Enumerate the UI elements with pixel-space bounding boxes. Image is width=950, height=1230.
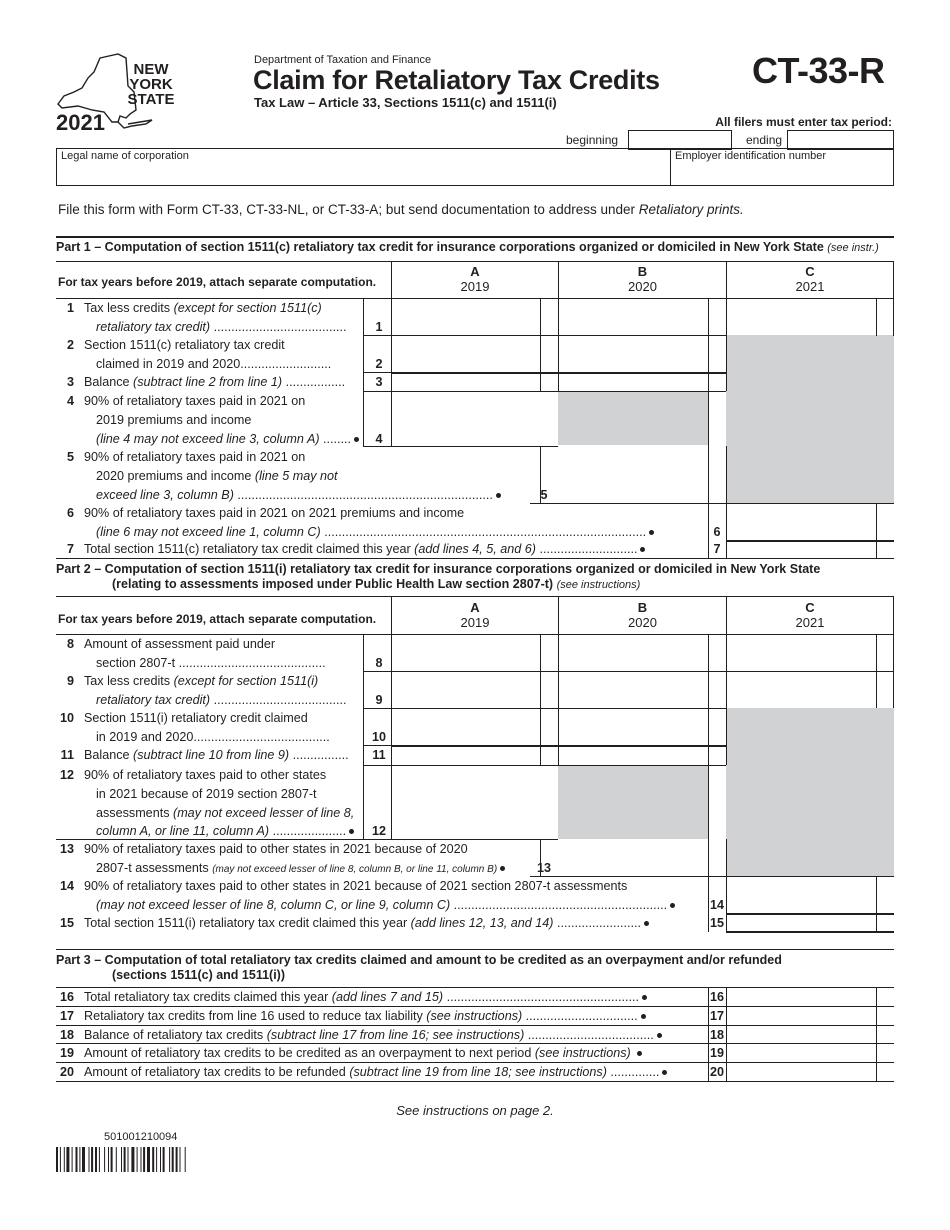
line-1-label-cont: retaliatory tax credit) ...................................... [96,320,347,334]
line-11-box-number: 11 [372,748,386,762]
line-15-label: Total section 1511(i) retaliatory tax credit claimed this year (add lines 12, 13, and 14) ........................ [84,916,652,930]
line-12-label-cont2: assessments (may not exceed lesser of line 8, [96,806,355,820]
ein-input[interactable] [671,149,893,185]
part2-column-note: For tax years before 2019, attach separate computation. [58,612,377,626]
line-8-number: 8 [66,637,74,651]
legal-name-input[interactable] [57,149,669,185]
line-6-col-c-input[interactable] [727,504,876,540]
line-3-label: Balance (subtract line 2 from line 1) ................. [84,375,346,389]
line-10-label-cont: in 2019 and 2020....................................... [96,730,330,744]
line-16-input[interactable] [727,988,876,1006]
line-13-box-number: 13 [536,861,551,875]
line-10-box-number: 10 [371,730,386,744]
line-17-label: Retaliatory tax credits from line 16 used to reduce tax liability (see instructions) ................................ [84,1009,649,1023]
line-10-col-b-input[interactable] [559,709,708,745]
p2-col-b-header: B 2020 [628,600,657,630]
line-5-label-cont: 2020 premiums and income (line 5 may not [96,469,338,483]
line-20-input[interactable] [727,1063,876,1081]
legal-name-label: Legal name of corporation [61,150,189,162]
line-9-box-number: 9 [375,693,383,707]
line-9-col-b-input[interactable] [559,672,708,708]
line-12-col-a-input[interactable] [392,766,540,839]
line-3-col-b-input[interactable] [559,374,708,391]
line-20-label: Amount of retaliatory tax credits to be refunded (subtract line 19 from line 18; see instructions) .............. [84,1065,670,1079]
p2-col-a-header: A 2019 [460,600,490,630]
p1-col-c-header: C 2021 [795,264,825,294]
line-19-input[interactable] [727,1044,876,1062]
line-6-label-cont: (line 6 may not exceed line 1, column C) ............................................................................................ [96,525,657,539]
line-6-box-number: 6 [713,525,721,539]
line-2-number: 2 [66,338,74,352]
part1-title: Part 1 – Computation of section 1511(c) retaliatory tax credit for insurance corporations organized or domiciled in New York State (see instr.) [56,240,879,254]
line-9-col-c-input[interactable] [727,672,876,708]
see-instructions-note: See instructions on page 2. [396,1103,554,1118]
line-8-box-number: 8 [375,656,383,670]
line-18-label: Balance of retaliatory tax credits (subtract line 17 from line 16; see instructions) .................................... [84,1028,665,1042]
line-3-box-number: 3 [375,375,383,389]
line-1-number: 1 [66,301,74,315]
line-13-number: 13 [59,842,74,856]
line-6-number: 6 [66,506,74,520]
line-4-label-cont2: (line 4 may not exceed line 3, column A) ........ [96,432,362,446]
line-19-number: 19 [59,1046,74,1060]
all-filers-note: All filers must enter tax period: [715,115,892,129]
line-9-label: Tax less credits (except for section 1511(i) [84,674,319,688]
line-1-col-a-input[interactable] [392,299,540,335]
line-4-col-a-input[interactable] [392,392,540,446]
beginning-label: beginning [566,133,619,147]
line-2-box-number: 2 [375,357,383,371]
line-16-box-number: 16 [709,990,724,1004]
line-4-label: 90% of retaliatory taxes paid in 2021 on [84,394,306,408]
line-5-label: 90% of retaliatory taxes paid in 2021 on [84,450,306,464]
line-1-label: Tax less credits (except for section 1511(c) [84,301,322,315]
line-7-label: Total section 1511(c) retaliatory tax credit claimed this year (add lines 4, 5, and 6) ............................ [84,542,648,556]
line-4-box-number: 4 [375,432,383,446]
line-2-col-b-input[interactable] [559,336,708,372]
line-20-box-number: 20 [709,1065,724,1079]
tax-year: 2021 [56,110,105,135]
line-3-number: 3 [66,375,74,389]
line-9-label-cont: retaliatory tax credit) ...................................... [96,693,347,707]
line-19-box-number: 19 [709,1046,724,1060]
line-14-col-c-input[interactable] [727,877,876,913]
line-9-number: 9 [66,674,74,688]
line-17-box-number: 17 [709,1009,724,1023]
line-17-number: 17 [59,1009,74,1023]
line-3-col-a-input[interactable] [392,374,540,391]
line-8-col-b-input[interactable] [559,635,708,671]
line-1-col-c-input[interactable] [727,299,876,335]
line-20-number: 20 [59,1065,74,1079]
line-13-label-cont: 2807-t assessments (may not exceed lesser of line 8, column B, or line 11, column B) [96,861,508,875]
ein-label: Employer identification number [675,150,827,162]
line-12-label-cont: in 2021 because of 2019 section 2807-t [96,787,317,801]
filing-instruction: File this form with Form CT-33, CT-33-NL, or CT-33-A; but send documentation to address under Retaliatory prints. [58,202,744,217]
line-7-col-c-input[interactable] [727,542,876,558]
line-6-label: 90% of retaliatory taxes paid in 2021 on 2021 premiums and income [84,506,465,520]
line-14-label: 90% of retaliatory taxes paid to other states in 2021 because of 2021 section 2807-t assessments [84,879,628,893]
line-4-number: 4 [66,394,74,408]
line-18-box-number: 18 [709,1028,724,1042]
line-17-input[interactable] [727,1007,876,1025]
line-11-col-b-input[interactable] [559,747,708,765]
line-9-col-a-input[interactable] [392,672,540,708]
line-18-number: 18 [59,1028,74,1042]
line-2-label-cont: claimed in 2019 and 2020.......................... [96,357,332,371]
period-ending-input[interactable] [787,130,894,150]
line-8-col-c-input[interactable] [727,635,876,671]
line-11-label: Balance (subtract line 10 from line 9) ................ [84,748,349,762]
line-14-box-number: 14 [709,898,724,912]
period-beginning-input[interactable] [628,130,732,150]
line-1-col-b-input[interactable] [559,299,708,335]
line-15-col-c-input[interactable] [727,915,876,931]
line-12-box-number: 12 [371,824,386,838]
line-8-label-cont: section 2807-t .......................................... [96,656,326,670]
part3-title: Part 3 – Computation of total retaliatory tax credits claimed and amount to be credited as an overpayment and/or refunded [56,953,782,967]
line-14-label-cont: (may not exceed lesser of line 8, column C, or line 9, column C) ............................................................. [96,898,678,912]
line-10-number: 10 [59,711,74,725]
line-15-box-number: 15 [709,916,724,930]
line-8-label: Amount of assessment paid under [84,637,276,651]
line-11-number: 11 [60,748,74,762]
p2-col-c-header: C 2021 [795,600,825,630]
form-number: CT-33-R [752,50,885,91]
form-title: Claim for Retaliatory Tax Credits [253,65,660,95]
line-7-number: 7 [66,542,74,556]
line-5-label-cont2: exceed line 3, column B) ......................................................................... [96,488,504,502]
line-16-label: Total retaliatory tax credits claimed this year (add lines 7 and 15) ....................................................... [84,990,650,1004]
ending-label: ending [746,133,783,147]
line-5-box-number: 5 [540,488,548,502]
line-8-col-a-input[interactable] [392,635,540,671]
part2-title: Part 2 – Computation of section 1511(i) retaliatory tax credit for insurance corporations organized or domiciled in New York State [56,562,821,576]
line-11-col-a-input[interactable] [392,747,540,765]
p1-col-a-header: A 2019 [460,264,490,294]
part1-column-note: For tax years before 2019, attach separate computation. [58,275,377,289]
line-2-label: Section 1511(c) retaliatory tax credit [84,338,285,352]
line-13-col-b-input[interactable] [559,840,708,876]
part3-title-cont: (sections 1511(c) and 1511(i)) [112,968,285,982]
state-logo-text: NEW YORK STATE [127,61,175,108]
line-15-number: 15 [59,916,74,930]
line-1-box-number: 1 [375,320,383,334]
department-name: Department of Taxation and Finance [254,54,432,66]
part2-title-cont: (relating to assessments imposed under Public Health Law section 2807-t) (see instructions) [112,577,641,591]
line-13-label: 90% of retaliatory taxes paid to other states in 2021 because of 2020 [84,842,468,856]
form-subtitle: Tax Law – Article 33, Sections 1511(c) and 1511(i) [254,95,557,110]
line-7-box-number: 7 [713,542,721,556]
line-19-label: Amount of retaliatory tax credits to be credited as an overpayment to next period (see instructions) [84,1046,645,1060]
line-5-col-b-input[interactable] [559,447,708,503]
barcode-number: 501001210094 [104,1131,178,1143]
p1-col-b-header: B 2020 [628,264,657,294]
barcode-image [56,1147,239,1172]
line-4-label-cont: 2019 premiums and income [96,413,252,427]
line-5-number: 5 [66,450,74,464]
line-12-label: 90% of retaliatory taxes paid to other states [84,768,327,782]
line-10-label: Section 1511(i) retaliatory credit claimed [84,711,308,725]
line-12-number: 12 [59,768,74,782]
line-16-number: 16 [59,990,74,1004]
line-18-input[interactable] [727,1026,876,1043]
line-12-label-cont3: column A, or line 11, column A) ..................... [96,824,357,838]
line-2-col-a-input[interactable] [392,336,540,372]
line-14-number: 14 [59,879,74,893]
line-10-col-a-input[interactable] [392,709,540,745]
